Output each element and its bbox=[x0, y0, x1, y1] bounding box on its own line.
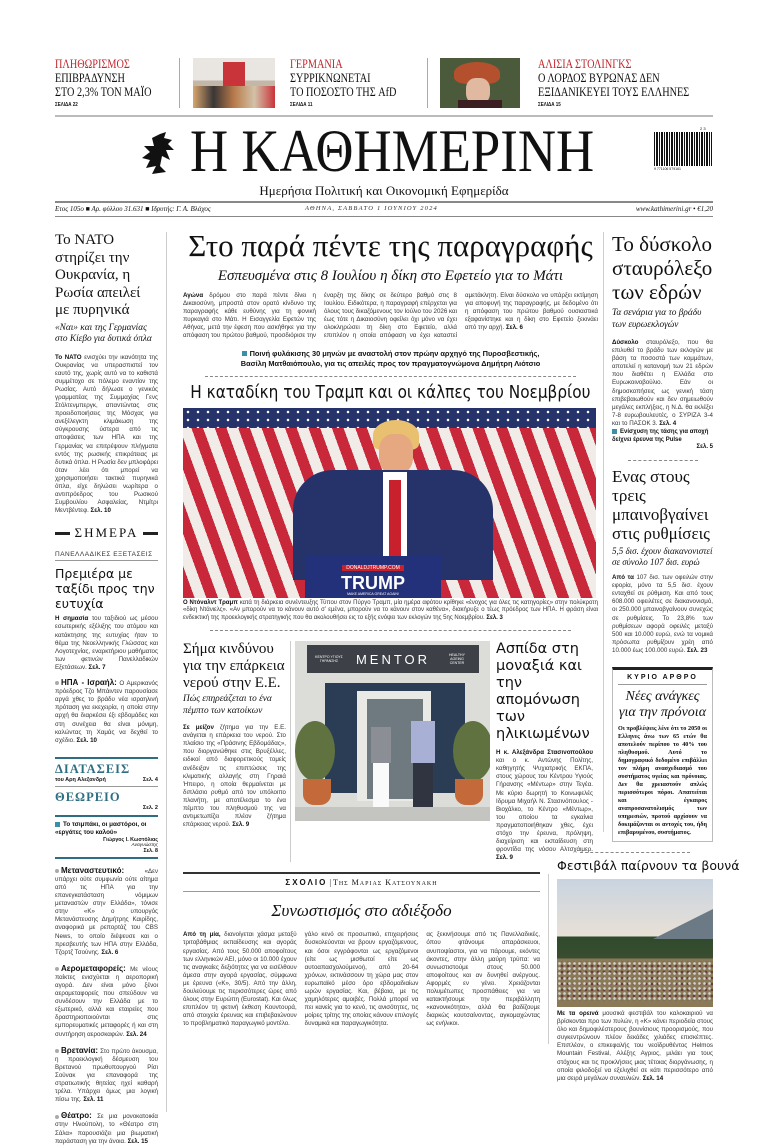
griffin-logo-icon bbox=[138, 130, 184, 176]
teaser-headline: ΣΤΟ 2,3% ΤΟΝ ΜΑΪΟ bbox=[55, 85, 152, 99]
kicker: ΠΑΝΕΛΛΑΔΙΚΕΣ ΕΞΕΤΑΣΕΙΣ bbox=[55, 545, 158, 561]
article-body: δρόμου στο παρά πέντε δίνει η Δικαιοσύνη, μπροστά στον ορατό κίνδυνο της παραγραφής κάθε ευθύνης για τη φονική πυρκαγιά στο Μάτι. Η Εισαγγελία Εφετών της Αθήνας, μετά την έφεση που ασκήθηκε για την απόφαση του πρώτου βαθμού, προσδιόρισε την έναρξη της δίκης σε δεύτερο βαθμό στις 8 Ιουλίου. Ειδικότερα, η παραγραφή επέρχεται για όλους τους δικαζόμενους τον Ιούλιο του 2026 και έως τότε η Δικαιοσύνη οφείλει όχι μόνο να έχει ολοκληρώσει τη δίκη στο Εφετείο, αλλά επιπλέον η οποία απόφαση να έχει καταστεί αμετάκλητη. Είναι δύσκολο να υπάρξει εκτίμηση για αποφυγή της παραγραφής, με δεδομένο ότι η απόφαση του πρώτου βαθμού ουσιαστικά εξαφανίστηκε και η δίκη στο Εφετείο ξεκινάει από την αρχή. bbox=[183, 292, 598, 340]
main-headline: Στο παρά πέντε της παραγραφής bbox=[188, 228, 593, 263]
column-item: Το τσιμπάκι, οι μαστόροι, οι «εργάτες του καλού» bbox=[55, 820, 147, 836]
article-title: Ασπίδα στη μοναξιά και την απομόνωση των ηλικιωμένων bbox=[496, 641, 590, 743]
brief-lead: Αερομεταφορείς: bbox=[61, 963, 126, 973]
teaser-photo-germany bbox=[193, 58, 275, 108]
teaser-label: ΠΛΗΘΩΡΙΣΜΟΣ bbox=[55, 57, 130, 71]
divider bbox=[580, 852, 690, 853]
author-role: Αναγνώστης bbox=[131, 842, 158, 848]
article-body: ενισχύει την ικανότητα της Ουκρανίας να υπερασπιστεί τον εαυτό της, χωρίς αυτό να το καθιστά συμμέτοχο σε πόλεμο εναντίον της Ρωσίας. Αυτό δήλωσε ο γενικός γραμματέας της Συμμαχίας Γενς Στόλτενμπεργκ, απαντώντας στις προειδοποιήσεις της Μόσχας για ανεξέλεγκτη κλιμάκωση της σύγκρουσης ύστερα από τις αποφάσεις των ΗΠΑ και της Γερμανίας να επιτρέψουν πλήγματα εντός της ρωσικής επικράτειας με δυτικά όπλα. Η Ρωσία δεν μπλοφάρει όταν λέει ότι μπορεί να χρησιμοποιήσει τακτικά πυρηνικά όπλα, είχε δηλώσει νωρίτερα ο αντιπρόεδρος του Ρωσικού Συμβουλίου Ασφαλείας, Ντμίτρι Μεντβέντεφ. bbox=[55, 353, 158, 515]
page-ref: Σελ. 15 bbox=[127, 1137, 148, 1145]
theoreio-column[interactable] bbox=[55, 790, 158, 859]
lower-row bbox=[183, 641, 598, 862]
barcode-number: 9 771106 579161 bbox=[654, 167, 681, 171]
brief-item[interactable] bbox=[55, 965, 158, 1039]
page-ref: Σελ. 2 bbox=[55, 805, 158, 817]
teaser-label: ΑΛΙΣΙΑ ΣΤΟΛΙΝΓΚΣ bbox=[538, 57, 632, 71]
divider bbox=[55, 115, 713, 117]
trump-headline[interactable]: Η καταδίκη του Τραμπ και οι κάλπες του Νοεμβρίου bbox=[190, 381, 591, 403]
teaser-byron[interactable] bbox=[538, 57, 689, 108]
teaser-headline: ΕΞΙΔΑΝΙΚΕΥΕΙ ΤΟΥΣ ΕΛΛΗΝΕΣ bbox=[538, 85, 690, 99]
today-heading: ΣΗΜΕΡΑ bbox=[74, 525, 139, 541]
article-title: Σήμα κινδύνου για την επάρκεια νερού στην Ε.Ε. bbox=[183, 641, 285, 692]
exams-article[interactable] bbox=[55, 545, 158, 672]
author: Της Μαριας Κατσουνακη bbox=[332, 878, 438, 888]
brief-body: Στο πρώτο άκουσμα, η προεκλογική δέσμευση του Βρετανού πρωθυπουργού Ρίσι Σούνακ για επαναφορά της στρατιωτικής θητείας ηχεί καθαρή τρέλα. Υπάρχει όμως μια λογική πίσω της. bbox=[55, 1047, 158, 1104]
brief-item[interactable] bbox=[55, 1047, 158, 1105]
page-ref: Σελ. 7 bbox=[88, 663, 106, 671]
divider bbox=[210, 630, 571, 631]
page-ref: Σελ. 6 bbox=[101, 948, 119, 956]
article-body: Οι προβλέψεις λένε ότι το 2050 οι Ελληνες άνω των 65 ετών θα αποτελούν περίπου το 40% του πληθυσμού. Αυτό το δημογραφικό δεδομένο επιβάλλει τον πλήρη ανασχεδιασμό του συστήματος υγείας και πρόνοιας. Δεν θα χρειαστούν απλώς περισσότεροι πόροι. Απαιτείται και έγκαιρος αναπροσανατολισμός των υπηρεσιών, προτού αρχίσουν να δοκιμάζονται οι αντοχές του, ήδη επιβαρυμένου, συστήματος. bbox=[618, 724, 707, 836]
briefs-list bbox=[55, 867, 158, 1146]
right-column bbox=[557, 232, 740, 1083]
teaser-page: ΣΕΛΙΔΑ 11 bbox=[290, 102, 313, 108]
lead-word: Αγώνα bbox=[183, 292, 204, 299]
date-line: ΑΘΗΝΑ, ΣΑΒΒΑΤΟ 1 ΙΟΥΝΙΟΥ 2024 bbox=[305, 205, 438, 212]
kicker: ΚΥΡΙΟ ΑΡΘΡΟ bbox=[618, 674, 707, 685]
mentor-photo: ΚΕΝΤΡΟ ΥΓΙΟΥΣ ΓΗΡΑΝΣΗΣ MENTOR HEALTHY AGEING CENTER bbox=[295, 641, 490, 821]
nato-article[interactable] bbox=[55, 232, 158, 515]
festival-article[interactable]: Φεστιβάλ παίρνουν τα βουνά Με τα ορεινά μουσικά φεστιβάλ του καλοκαιριού να βρίσκονται προ των πυλών, η «Κ» κάνει περιοδεία στους όλο και δημοφιλέστερους βουνίσιους προορισμούς, που συγκεντρώνουν πλέον δεκάδες χιλιάδες επισκέπτες. Επιπλέον, ο επικεφαλής του νεοϊδρυθέντος Helmos Mountain Festival, Αλέξης Αγριος, μιλάει για τους στόχους και τις προκλήσεις μιας τέτοιας διοργάνωσης, η οποία φιλοδοξεί να εξελιχθεί σε κάτι περισσότερο από μια σειρά μεγάλων συναυλιών. Σελ. 14 bbox=[557, 852, 713, 1083]
column-rule bbox=[603, 232, 604, 832]
article-title: Πρεμιέρα με ταξίδι προς την ευτυχία bbox=[55, 566, 155, 612]
brief-body: Σε μια μονοκατοικία στην Ηλιούπολη, το «Θέατρο στη Σάλα» παρουσιάζει μια βιωματική παράσταση για την άνοια. bbox=[55, 1113, 158, 1145]
main-story[interactable] bbox=[183, 228, 598, 369]
divider bbox=[205, 376, 576, 377]
teaser-germany[interactable] bbox=[290, 57, 396, 108]
comment-section[interactable]: ΣΧΟΛΙΟ | Της Μαριας Κατσουνακη Συνωστισμός στο αδιέξοδο Από τη μία, διανοίγεται χάσμα μεταξύ τριτοβάθμιας εκπαίδευσης και αγοράς εργασίας. Από τους 50.000 αποφοίτους των ελληνικών ΑΕΙ, μόνο οι 10.000 έχουν τις αναγκαίες δεξιότητες για να εισέλθουν άμεσα στην αγορά εργασίας, σύμφωνα με έρευνα («Κ», 30/5). Από την άλλη, δουλεύουμε τις περισσότερες ώρες από όλους στην Ευρώπη (Eurostat). Και όλως επιπλέον τη φετινή έκθεση Κουντουρά, από στοιχεία έρευνας και επιβεβαιώνουν το προβληματικό παραγωγικό μοντέλο. γάλο κενό σε προσωπικό, επιχειρήσεις δυσκολεύονται να βρουν εργαζόμενους, και όσοι εγγράφονται ως εργαζόμενοι (είτε ως μισθωτοί είτε ως αυτοαπασχολούμενοι), από 20-64 χρόνων, εκτινάσσουν τη χώρα μας στον ευρωπαϊκό μέσο όρο εβδομαδιαίων ωρών εργασίας. Και, βέβαια, με τις χαμηλότερες αμοιβές. Πολλά μπορεί να πει κανείς για το κενό, τις ανισότητες, τις μοίρες τρίτης της οποίας κάνουν επιλογές δυναμικά και παραγωγικότητα. ας ξεκινήσουμε από τις Πανελλαδικές, όπου φτάνουμε απαράσκευοι, ανυποψίαστοι, για να πάρουμε, εκόντες άκοντες, στην άλλη μαύρη τρύπα: να συνωστιστούμε στους 50.000 αποφοίτους και αν δυνηθεί ανέργους. Αφορμές εν γένει. Χρειάζονται πολυμέτωπες προσπάθειες για να κατακτήσουμε την περιβάλλητη «κανονικότητα», αλλά θα βαδίζουμε διαρκώς κουτσαίνοντας, αγκομαχώντας ως ενήλικοι. bbox=[183, 872, 540, 1051]
article-title: Το ΝΑΤΟ στηρίζει την Ουκρανία, η Ρωσία απειλεί με πυρηνικά bbox=[55, 232, 141, 318]
main-subheadline: Εσπευσμένα στις 8 Ιουλίου η δίκη στο Εφετείο για το Μάτι bbox=[217, 268, 564, 284]
kicker: ΣΧΟΛΙΟ bbox=[285, 878, 328, 888]
diataseis-column[interactable] bbox=[55, 757, 158, 787]
divider bbox=[55, 201, 713, 203]
podium: DONALDJTRUMP.COM TRUMP MAKE AMERICA GREAT AGAIN! bbox=[305, 556, 441, 598]
barcode-issue: 2 3 bbox=[700, 126, 706, 131]
article-subtitle: Πώς επηρεάζεται το ένα πέμπτο των κατοίκων bbox=[183, 694, 272, 716]
brief-lead: Θέατρο: bbox=[61, 1111, 92, 1121]
brief-body: «Δεν υπάρχει ούτε συμφωνία ούτε αίτημα από τις ΗΠΑ για την επανεγκατάσταση νόμιμων μεταναστών στην Ελλάδα», τόνισε στην «Κ» ο υπουργός Μετανάστευσης Δημήτρης Καιρίδης, αναφορικά με ρεπορτάζ του CBS News, το οποίο διέψευσε και ο πρεσβευτής των ΗΠΑ στην Ελλάδα, Τζορτζ Τσούνης. bbox=[55, 867, 158, 956]
brief-lead: Μεταναστευτικό: bbox=[61, 865, 125, 875]
teaser-label: ΓΕΡΜΑΝΙΑ bbox=[290, 57, 343, 71]
brief-body: Με νέους παίκτες ενισχύεται η αεροπορική αγορά. Δεν είναι μόνο ξένοι αερομεταφορείς που σπεύδουν να συνδέσουν την Ελλάδα με το εξωτερικό, αλλά και εταιρείες που δραστηριοποιούνται στις εμπορευματικές μεταφορές ή και στη συντήρηση αεροσκαφών. bbox=[55, 965, 158, 1038]
brief-item[interactable] bbox=[55, 867, 158, 957]
center-column bbox=[183, 228, 598, 1051]
article-title: Συνωστισμός στο αδιέξοδο bbox=[271, 901, 452, 921]
divider bbox=[179, 58, 180, 108]
page-ref: Σελ. 8 bbox=[143, 847, 158, 854]
article-subtitle: 5,5 δισ. έχουν διακανονιστεί σε σύνολο 107 δισ. ευρώ bbox=[612, 546, 713, 568]
divider bbox=[427, 58, 428, 108]
page-ref: Σελ. 24 bbox=[126, 1030, 147, 1038]
main-bullet: Ποινή φυλάκισης 30 μηνών με αναστολή στον πρώην αρχηγό της Πυροσβεστικής, Βασίλη Ματθαιόπουλο, για τις απειλές προς τον πραγματογνώμονα Δημήτρη Λιότσιο bbox=[240, 348, 541, 368]
lead-word: Το ΝΑΤΟ bbox=[55, 353, 82, 361]
column-author: του Αρη Αλεξανδρή bbox=[55, 776, 106, 783]
article-subtitle: «Ναι» και της Γερμανίας στο Κίεβο για δυτικά όπλα bbox=[55, 322, 152, 344]
article-subtitle: Τα σενάρια για το βράδυ των ευρωεκλογών bbox=[612, 308, 702, 330]
masthead-title: Η ΚΑΘΗΜΕΡΙΝΗ bbox=[190, 118, 595, 184]
page-ref: Σελ. 11 bbox=[83, 1096, 104, 1104]
trump-headline-row bbox=[183, 381, 598, 405]
article-title: Το δύσκολο σταυρόλεξο των εδρών bbox=[612, 232, 713, 304]
divider bbox=[55, 216, 713, 217]
brief-body: Ο Αμερικανός πρόεδρος Τζο Μπάιντεν παρουσίασε αργά χθες το βράδυ νέα ισραηλινή πρόταση για εκεχειρία, η οποία στην αρχή θα διαρκέσει έξι εβδομάδες και στη συνέχεια θα είναι μόνιμη, καλώντας τη Χαμάς να δεχθεί το σχέδιο. bbox=[55, 680, 158, 744]
issue-info: Ετος 105ο ■ Αρ. φύλλου 31.631 ■ Ιδρυτής: Γ. Α. Βλάχος bbox=[55, 205, 211, 213]
brief-lead: ΗΠΑ - Ισραήλ: bbox=[61, 678, 117, 688]
brief-lead: Βρετανία: bbox=[61, 1045, 99, 1055]
column-title: ΘΕΩΡΕΙΟ bbox=[55, 789, 121, 804]
teaser-headline: ΕΠΙΒΡΑΔΥΝΣΗ bbox=[55, 71, 125, 85]
teaser-headline: ΣΥΡΡΙΚΝΩΝΕΤΑΙ bbox=[290, 71, 371, 85]
page-ref: Σελ. 6 bbox=[505, 324, 523, 332]
page-ref: Σελ. 10 bbox=[90, 507, 111, 515]
column-title: ΔΙΑΤΑΣΕΙΣ bbox=[55, 761, 131, 776]
teaser-headline: ΤΟ ΠΟΣΟΣΤΟ ΤΗΣ AfD bbox=[290, 85, 397, 99]
water-article[interactable]: Σήμα κινδύνου για την επάρκεια νερού στην Ε.Ε. Πώς επηρεάζεται το ένα πέμπτο των κατοίκων Σε μείζον ζήτημα για την Ε.Ε. ανάγεται η επάρκεια του νερού. Στο πλαίσιο της «Πράσινης Εβδομάδας», που διοργανώθηκε στις Βρυξέλλες, ειδικοί από διαφορετικούς τομείς ανέδειξαν τις επιπτώσεις της κλιματικής αλλαγής στη Γηραιά Ήπειρο, η οποία θερμαίνεται με διπλάσιο ρυθμό από τον υπόλοιπο πλανήτη, με αποτέλεσμα το ένα πέμπτο του πληθυσμού της να αντιμετωπίζει πλέον ζήτημα επάρκειας νερού. Σελ. 9 bbox=[183, 641, 286, 829]
barcode bbox=[654, 132, 712, 166]
seats-article[interactable]: Το δύσκολο σταυρόλεξο των εδρών Τα σενάρια για το βράδυ των ευρωεκλογών Δύσκολο σταυρόλεξο, που θα επιλυθεί το βράδυ των εκλογών με βάση τα ποσοστά των κομμάτων, αποτελεί η κατανομή των 21 εδρών που διαθέτει η Ελλάδα στο Ευρωκοινοβούλιο. Εάν οι δημοσκοπήσεις ως γενική τάση επιβεβαιωθούν και δεν σημειωθούν μεγάλες εκπλήξεις, η Ν.Δ. θα εκλέξει 7-8 ευρωβουλευτές, ο ΣΥΡΙΖΑ 3-4 και το ΠΑΣΟΚ 3. Σελ. 4 Ενίσχυση της τάσης για αποχή δείχνει έρευνα της Pulse Σελ. 5 bbox=[612, 232, 713, 451]
editorial-box[interactable] bbox=[612, 667, 713, 842]
page-ref: Σελ. 10 bbox=[76, 736, 97, 744]
column-rule bbox=[166, 232, 167, 1112]
trump-photo bbox=[183, 408, 596, 598]
aspida-article[interactable]: Ασπίδα στη μοναξιά και την απομόνωση των ηλικιωμένων Η κ. Αλεξάνδρα Στασινοπούλου και ο κ. Αντώνης Πολίτης, καθηγητής Ψυχιατρικής ΕΚΠΑ, στους χώρους του Κέντρου Υγιούς Γήρανσης «Μέντωρ» στην Τεγέα. Με κύριο δωρητή το Κοινωφελές Ιδρυμα Μιχαήλ Ν. Στασινόπουλος - Βιοχάλκο, το Κέντρο «Μέντωρ», του οποίου τα εγκαίνια πραγματοποιήθηκαν χθες, έχει στόχο την έρευνα, πρόληψη, διαχείριση και εκπαίδευση στη φροντίδα της νόσου Αλτσχάιμερ. Σελ. 9 bbox=[496, 641, 593, 862]
column-author: Γιώργος Ι. Κωστόλιας bbox=[103, 836, 158, 843]
column-rule bbox=[548, 874, 549, 1044]
article-title: Ενας στους τρεις μπαινοβγαίνει στις ρυθμίσεις bbox=[612, 467, 710, 544]
left-column bbox=[55, 232, 158, 1146]
website-price[interactable]: www.kathimerini.gr • €1,20 bbox=[635, 205, 713, 213]
teaser-inflation[interactable] bbox=[55, 57, 152, 108]
masthead-tagline: Ημερήσια Πολιτική και Οικονομική Εφημερίδα bbox=[259, 183, 509, 198]
trump-caption: Ο Ντόναλντ Τραμπ κατά τη διάρκεια συνέντευξης Τύπου στον Πύργο Τραμπ, μία ημέρα αφότου κρίθηκε «ένοχος για όλες τις κατηγορίες» στην πολύκροτη «δίκη Ντάνιελς». «Αν μπορούν να το κάνουν αυτό σ’ εμένα, μπορούν να το κάνουν στον καθένα», διακήρυξε ο τέως πρόεδρος των ΗΠΑ. Η φράση είναι ενδεικτική της προεκλογικής στρατηγικής που θα ακολουθήσει εις το εξής ενόψει των εκλογών της 5ης Νοεμβρίου. Σελ. 3 bbox=[183, 599, 599, 621]
lead-word: Η σημασία bbox=[55, 615, 89, 623]
teaser-photo-stolingks bbox=[440, 58, 520, 108]
teaser-page: ΣΕΛΙΔΑ 22 bbox=[55, 102, 78, 108]
article-title: Νέες ανάγκες για την πρόνοια bbox=[618, 688, 707, 720]
article-title: Φεστιβάλ παίρνουν τα βουνά bbox=[557, 857, 740, 873]
divider bbox=[628, 460, 698, 461]
teaser-headline: Ο ΛΟΡΔΟΣ ΒΥΡΩΝΑΣ ΔΕΝ bbox=[538, 71, 660, 85]
festival-photo bbox=[557, 879, 713, 1007]
article-body: του ταξιδιού ως μέσου εσωτερικής εξέλιξης του ατόμου και κατάκτησης της ευτυχίας ήταν το θέμα της Νεοελληνικής Γλώσσας και Λογοτεχνίας, εναρκτήριου μαθήματος των φετινών Πανελλαδικών Εξετάσεων. bbox=[55, 615, 159, 671]
page-ref: Σελ. 4 bbox=[142, 776, 158, 783]
brief-usa-israel[interactable] bbox=[55, 679, 158, 745]
teaser-page: ΣΕΛΙΔΑ 15 bbox=[538, 102, 561, 108]
debts-article[interactable]: Ενας στους τρεις μπαινοβγαίνει στις ρυθμίσεις 5,5 δισ. έχουν διακανονιστεί σε σύνολο 107 δισ. ευρώ Από τα 107 δισ. των οφειλών στην εφορία, μόνο τα 5,5 δισ. έχουν ενταχθεί σε ρύθμιση. Και από τους 608.000 οφειλέτες σε διακανονισμό, οι 250.000 μπαινοβγαίνουν συνεχώς σε ρυθμίσεις. Το 23,8% των ρυθμίσεων αφορά οφειλές μεταξύ 500 και 10.000 ευρώ, ενώ τα νομικά πρόσωπα ρυθμίζουν χρέη από 10.000 έως 100.000 ευρώ. Σελ. 23 bbox=[612, 467, 713, 654]
column-rule bbox=[290, 641, 291, 862]
